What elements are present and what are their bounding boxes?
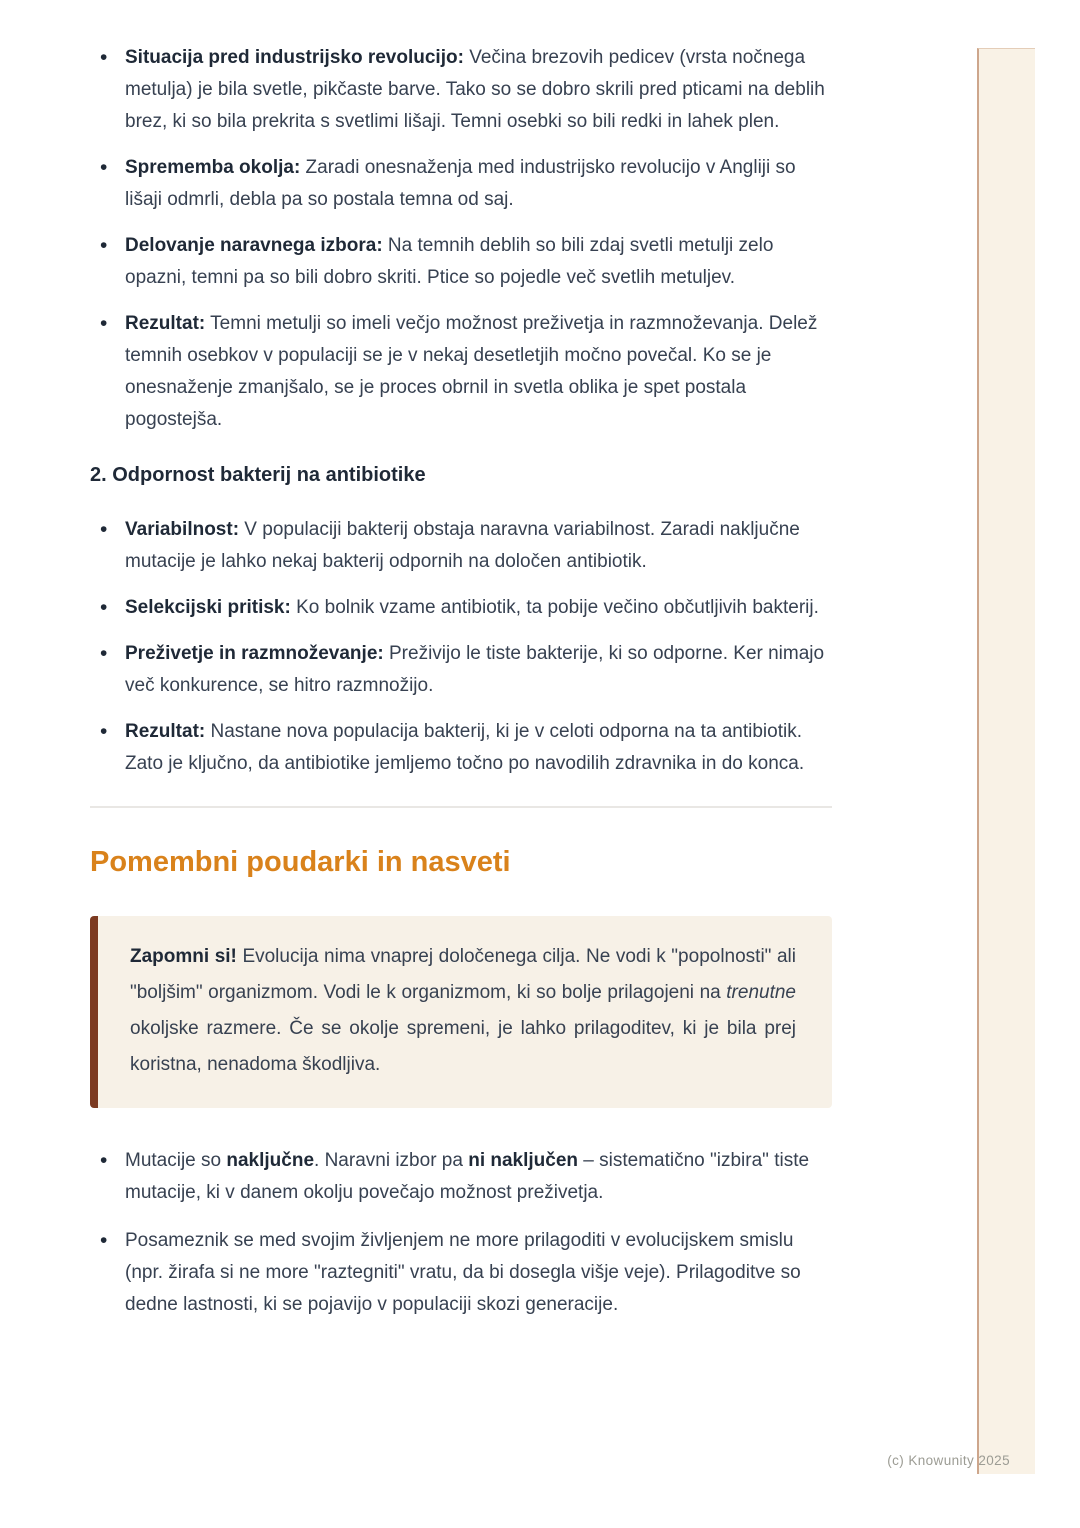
document-body xyxy=(90,42,832,1337)
bullet-text: Na temnih deblih so bili zdaj svetli metulji zelo opazni, temni pa so bili dobro skriti. Ptice so pojedle več svetlih metuljev. xyxy=(125,235,774,288)
bullet-lead: Delovanje naravnega izbora: xyxy=(125,235,383,256)
bullet-text: Ko bolnik vzame antibiotik, ta pobije večino občutljivih bakterij. xyxy=(290,597,819,618)
bullet-text: Posameznik se med svojim življenjem ne more prilagoditi v evolucijskem smislu (npr. žirafa si ne more "raztegniti" vratu, da bi dosegla višje veje). Prilagoditve so dedne lastnosti, ki se pojavijo v populaciji skozi generacije. xyxy=(125,1230,801,1315)
bullet-text: Temni metulji so imeli večjo možnost preživetja in razmnoževanja. Delež temnih osebkov v populaciji se je v nekaj desetletjih močno povečal. Ko se je onesnaženje zmanjšalo, se je proces obrnil in svetla oblika je spet postala pogostejša. xyxy=(125,313,818,430)
list-item xyxy=(90,42,832,138)
bullet-text: Preživijo le tiste bakterije, ki so odporne. Ker nimajo več konkurence, se hitro razmnožijo. xyxy=(125,643,825,696)
bullet-text: – sistematično "izbira" tiste mutacije, ki v danem okolju povečajo možnost preživetja. xyxy=(125,1150,810,1203)
section-heading-bacteria: 2. Odpornost bakterij na antibiotike xyxy=(90,464,426,486)
bullet-lead: Situacija pred industrijsko revolucijo: xyxy=(125,47,464,68)
bullet-text: Nastane nova populacija bakterij, ki je v celoti odporna na ta antibiotik. Zato je ključno, da antibiotike jemljemo točno po navodilih zdravnika in do konca. xyxy=(125,721,805,774)
bullet-lead: Rezultat: xyxy=(125,721,206,742)
section-divider xyxy=(90,806,832,808)
callout-text: okoljske razmere. Če se okolje spremeni, je lahko prilagoditev, ki je bila prej koristna, nenadoma škodljiva. xyxy=(130,1018,796,1075)
list-item xyxy=(90,514,832,578)
moth-bullet-list xyxy=(90,42,832,436)
list-item xyxy=(90,230,832,294)
list-item xyxy=(90,308,832,436)
list-item xyxy=(90,152,832,216)
bullet-lead: Variabilnost: xyxy=(125,519,240,540)
list-item xyxy=(90,716,832,780)
list-item xyxy=(90,1225,832,1321)
bullet-text: Večina brezovih pedicev (vrsta nočnega metulja) je bila svetle, pikčaste barve. Tako so se dobro skrili pred pticami na deblih brez, ki so bila prekrita s svetlimi lišaji. Temni osebki so bili redki in lahek plen. xyxy=(125,47,825,132)
callout-text: Evolucija nima vnaprej določenega cilja. Ne vodi k "popolnosti" ali "boljšim" organizmom. Vodi le k organizmom, ki so bolje prilagojeni na xyxy=(130,946,796,1003)
highlights-heading: Pomembni poudarki in nasveti xyxy=(90,846,511,878)
bullet-text: V populaciji bakterij obstaja naravna variabilnost. Zaradi naključne mutacije je lahko nekaj bakterij odpornih na določen antibiotik. xyxy=(125,519,800,572)
callout-lead: Zapomni si! xyxy=(130,946,237,967)
footer-credit: (c) Knowunity 2025 xyxy=(887,1453,1010,1468)
bullet-text: . Naravni izbor pa xyxy=(314,1150,469,1171)
list-item xyxy=(90,1145,832,1209)
page-edge-strip xyxy=(977,48,1035,1474)
highlights-bullet-list xyxy=(90,1145,832,1321)
bullet-text: Mutacije so xyxy=(125,1150,227,1171)
bullet-bold-text: ni naključen xyxy=(468,1150,579,1171)
remember-callout xyxy=(90,916,832,1108)
bullet-bold-text: naključne xyxy=(226,1150,315,1171)
bullet-lead: Preživetje in razmnoževanje: xyxy=(125,643,384,664)
bullet-lead: Rezultat: xyxy=(125,313,206,334)
bacteria-bullet-list xyxy=(90,514,832,780)
bullet-text: Zaradi onesnaženja med industrijsko revolucijo v Angliji so lišaji odmrli, debla pa so postala temna od saj. xyxy=(125,157,796,210)
list-item xyxy=(90,592,832,624)
callout-italic-word: trenutne xyxy=(726,982,796,1003)
bullet-lead: Selekcijski pritisk: xyxy=(125,597,291,618)
bullet-lead: Sprememba okolja: xyxy=(125,157,301,178)
list-item xyxy=(90,638,832,702)
